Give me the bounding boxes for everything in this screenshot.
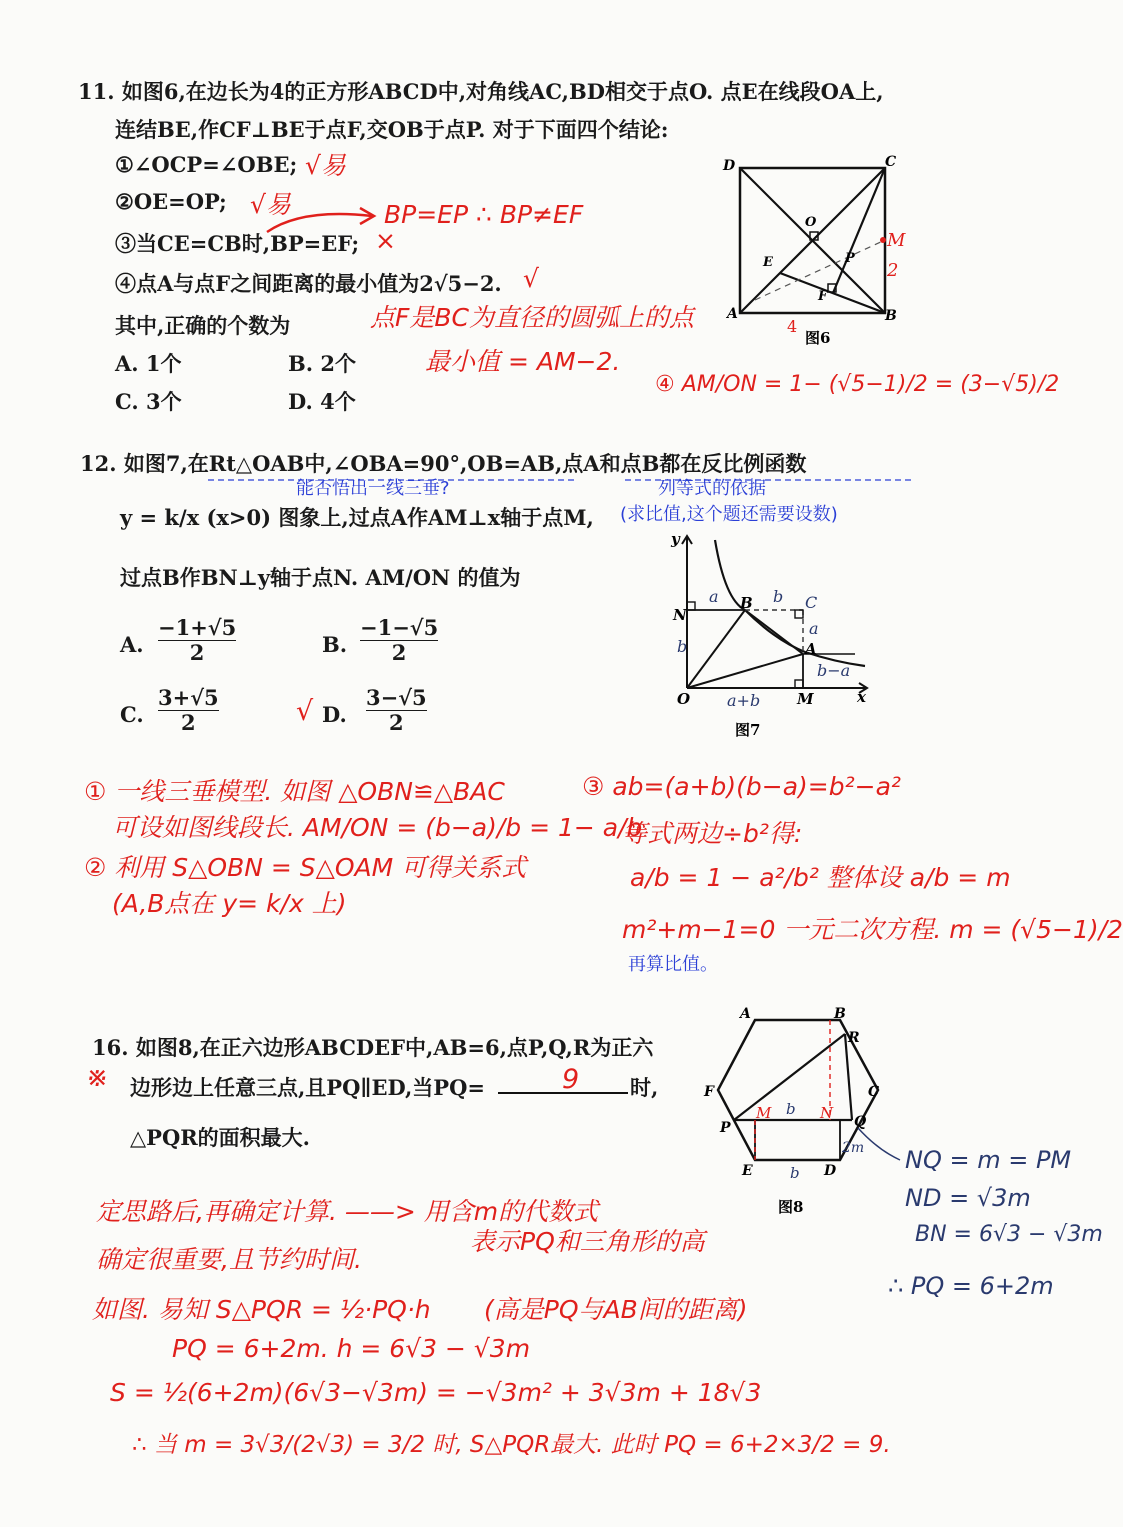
q12-option-c-frac: $\frac{3+√5}{2}$ (158, 685, 219, 736)
fig6-caption: 图6 (805, 329, 831, 347)
fig8-hw-b2: b (790, 1164, 800, 1182)
figure-6 (715, 150, 915, 350)
q12-hint-3: (求比值,这个题还需要设数) (620, 504, 838, 525)
fig7-hw-a2: a (809, 619, 819, 638)
q11-statement-4: ④点A与点F之间距离的最小值为2√5−2. (115, 271, 502, 296)
fig6-label-d: D (723, 158, 736, 174)
q12-option-b-frac: $\frac{-1-√5}{2}$ (360, 615, 439, 666)
q11-note-3: BP=EP ∴ BP≠EF (384, 200, 584, 229)
q11-line1: 11. 如图6,在边长为4的正方形ABCD中,对角线AC,BD相交于点O. 点E在线段OA上, (78, 79, 884, 104)
q16-side-note-3: BN = 6√3 − √3m (915, 1222, 1103, 1247)
fig7-label-a: A (805, 640, 817, 658)
q12-option-a-frac: $\frac{-1+√5}{2}$ (158, 615, 237, 666)
q16-note-l2: 确定很重要,且节约时间. (96, 1245, 362, 1274)
q12-check-d: √ (296, 696, 314, 727)
fig8-hw-n: N (820, 1104, 834, 1122)
q12-line2: y = k/x (x>0) 图象上,过点A作AM⊥x轴于点M, (120, 505, 594, 530)
fig6-hw-m: M (887, 230, 906, 251)
fig8-label-f: F (704, 1084, 714, 1100)
q12-note-r1: ③ ab=(a+b)(b−a)=b²−a² (582, 772, 901, 801)
q16-note-l4: PQ = 6+2m. h = 6√3 − √3m (172, 1334, 531, 1363)
q12-note-l3: ② 利用 S△OBN = S△OAM 可得关系式 (84, 853, 527, 882)
fig7-caption: 图7 (735, 721, 761, 739)
fig7-hw-apb: a+b (727, 691, 761, 710)
fig8-hw-b1: b (786, 1100, 796, 1118)
q11-statement-3: ③当CE=CB时,BP=EF; (115, 231, 360, 256)
fig8-label-c: C (868, 1084, 880, 1100)
q11-note-7: ④ AM/ON = 1− (√5−1)/2 = (3−√5)/2 (655, 372, 1060, 397)
q11-option-c: C. 3个 (115, 389, 182, 414)
q11-note-4: √ (523, 264, 539, 293)
q16-note-l3b: (高是PQ与AB间的距离) (484, 1295, 748, 1324)
q12-option-d-label: D. (322, 702, 347, 727)
q16-side-note-1: NQ = m = PM (905, 1146, 1072, 1174)
fig6-label-b: B (885, 308, 897, 324)
fig7-hw-a1: a (709, 587, 719, 606)
fig7-label-o: O (677, 690, 691, 708)
fig6-label-a: A (727, 306, 738, 322)
fig8-label-a: A (740, 1006, 751, 1022)
q16-side-note-4: ∴ PQ = 6+2m (888, 1272, 1054, 1300)
fig8-label-r: R (848, 1030, 860, 1046)
q16-side-note-2: ND = √3m (905, 1184, 1031, 1212)
q11-line2: 连结BE,作CF⊥BE于点F,交OB于点P. 对于下面四个结论: (115, 117, 669, 142)
figure-7 (665, 530, 885, 740)
q12-note-r4: m²+m−1=0 一元二次方程. m = (√5−1)/2 (622, 915, 1123, 944)
q16-note-l6: ∴ 当 m = 3√3/(2√3) = 3/2 时, S△PQR最大. 此时 PQ = 6+2×3/2 = 9. (132, 1432, 891, 1458)
q12-line1: 12. 如图7,在Rt△OAB中,∠OBA=90°,OB=AB,点A和点B都在反比例函数 (80, 451, 807, 476)
q11-note-2: √易 (250, 190, 291, 219)
fig6-hw-2: 2 (887, 260, 899, 281)
q16-note-l1b: 表示PQ和三角形的高 (470, 1227, 705, 1256)
q12-hint-1: 能否悟出一线三垂? (296, 478, 450, 499)
q16-answer: 9 (562, 1064, 580, 1095)
q11-option-a: A. 1个 (115, 351, 182, 376)
fig6-label-c: C (885, 154, 897, 170)
fig8-label-p: P (720, 1120, 731, 1136)
q16-note-l5: S = ½(6+2m)(6√3−√3m) = −√3m² + 3√3m + 18√3 (110, 1378, 762, 1407)
q11-statement-1: ①∠OCP=∠OBE; (115, 152, 298, 177)
fig8-caption: 图8 (778, 1198, 804, 1216)
q12-note-r2: 等式两边÷b²得: (622, 819, 803, 848)
q11-option-b: B. 2个 (288, 351, 356, 376)
q16-note-l3: 如图. 易知 S△PQR = ½·PQ·h (92, 1295, 431, 1324)
fig7-hw-b1: b (677, 637, 688, 656)
fig6-label-e: E (763, 255, 773, 270)
q12-option-d-frac: $\frac{3-√5}{2}$ (366, 685, 427, 736)
q11-ask: 其中,正确的个数为 (115, 313, 291, 338)
q12-note-l1: ① 一线三垂模型. 如图 △OBN≌△BAC (84, 777, 505, 806)
fig7-hw-bma: b−a (817, 661, 851, 680)
q11-note-5: 点F是BC为直径的圆弧上的点 (370, 303, 694, 332)
q12-note-r3: a/b = 1 − a²/b² 整体设 a/b = m (630, 863, 1011, 892)
fig7-label-b: B (740, 594, 753, 612)
fig6-hw-4: 4 (787, 317, 798, 336)
fig6-label-p: P (845, 251, 855, 266)
fig7-hw-b2: b (773, 587, 784, 606)
q12-option-b-label: B. (322, 632, 348, 657)
q11-option-d: D. 4个 (288, 389, 356, 414)
q12-line3: 过点B作BN⊥y轴于点N. AM/ON 的值为 (120, 565, 521, 590)
fig6-label-o: O (805, 215, 817, 230)
fig7-label-y: y (671, 530, 680, 548)
q11-note-1: √易 (305, 151, 346, 180)
fig7-label-m: M (797, 690, 814, 708)
fig8-hw-m: M (756, 1104, 772, 1122)
q16-line2b: 时, (630, 1075, 659, 1100)
fig8-hw-2m: 2m (842, 1140, 865, 1156)
q16-line1: 16. 如图8,在正六边形ABCDEF中,AB=6,点P,Q,R为正六 (92, 1035, 654, 1060)
fig6-label-f: F (818, 289, 828, 304)
fig8-label-q: Q (854, 1114, 867, 1130)
q11-statement-2: ②OE=OP; (115, 189, 227, 214)
q12-option-c-label: C. (120, 702, 144, 727)
q12-note-l4: (A,B点在 y= k/x 上) (112, 889, 347, 918)
fig7-label-x: x (857, 688, 866, 706)
q16-star: ※ (86, 1062, 109, 1093)
fig8-label-e: E (742, 1163, 753, 1179)
q12-note-l2: 可设如图线段长. AM/ON = (b−a)/b = 1− a/b (112, 813, 643, 842)
q16-line2: 边形边上任意三点,且PQ∥ED,当PQ= (130, 1075, 485, 1100)
fig7-label-c: C (805, 593, 818, 612)
fig7-label-n: N (673, 606, 687, 624)
q12-option-a-label: A. (120, 632, 144, 657)
q11-note-3-cross: × (375, 226, 396, 255)
figure-8 (700, 1000, 900, 1220)
q12-hint-2: 列等式的依据 (658, 478, 766, 499)
fig8-label-d: D (824, 1163, 837, 1179)
fig8-label-b: B (834, 1006, 846, 1022)
q16-line3: △PQR的面积最大. (130, 1125, 310, 1150)
q11-note-6: 最小值 = AM−2. (425, 347, 621, 376)
q12-note-r5: 再算比值。 (628, 954, 718, 975)
q16-note-l1: 定思路后,再确定计算. ——> 用含m的代数式 (96, 1197, 599, 1226)
